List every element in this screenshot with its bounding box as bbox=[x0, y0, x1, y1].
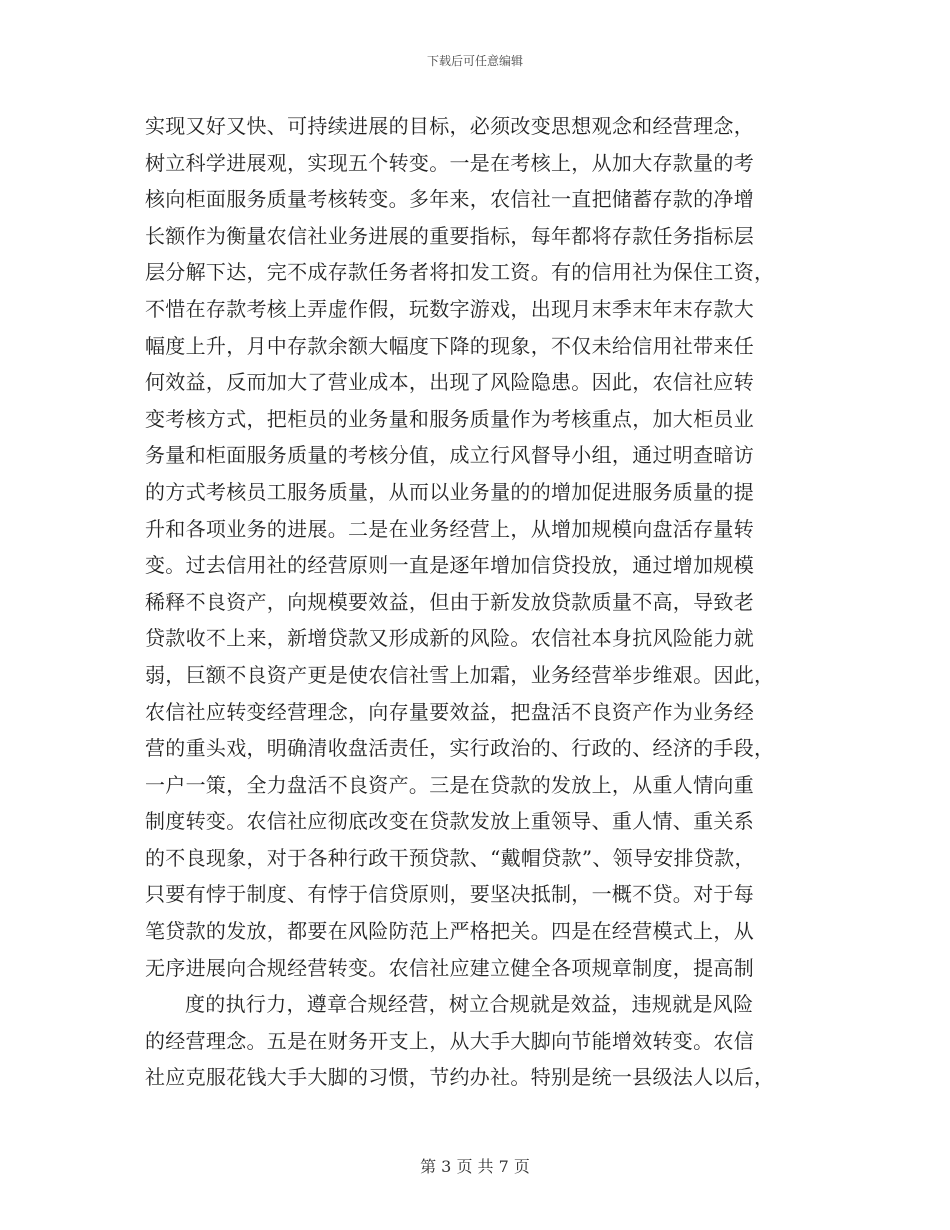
text-line: 变。过去信用社的经营原则一直是逐年增加信贷投放，通过增加规模 bbox=[145, 553, 754, 578]
text-line: 的不良现象，对于各种行政干预贷款、“戴帽贷款”、领导安排贷款， bbox=[145, 845, 755, 870]
text-line: 贷款收不上来，新增贷款又形成新的风险。农信社本身抗风险能力就 bbox=[145, 626, 754, 651]
text-line: 一户一策，全力盘活不良资产。三是在贷款的发放上，从重人情向重 bbox=[145, 772, 754, 797]
text-line: 变考核方式，把柜员的业务量和服务质量作为考核重点，加大柜员业 bbox=[145, 406, 754, 431]
text-line: 只要有悖于制度、有悖于信贷原则，要坚决抵制，一概不贷。对于每 bbox=[145, 882, 754, 907]
text-line: 升和各项业务的进展。二是在业务经营上，从增加规模向盘活存量转 bbox=[145, 516, 754, 541]
text-line: 长额作为衡量农信社业务进展的重要指标，每年都将存款任务指标层 bbox=[145, 223, 754, 248]
text-line: 营的重头戏，明确清收盘活责任，实行政治的、行政的、经济的手段， bbox=[145, 736, 775, 761]
text-line: 农信社应转变经营理念，向存量要效益，把盘活不良资产作为业务经 bbox=[145, 699, 754, 724]
text-line: 弱，巨额不良资产更是使农信社雪上加霜，业务经营举步维艰。因此， bbox=[145, 662, 775, 687]
text-line: 无序进展向合规经营转变。农信社应建立健全各项规章制度，提高制 bbox=[145, 955, 754, 980]
page-number-footer: 第 3 页 共 7 页 bbox=[420, 1157, 530, 1176]
text-line: 务量和柜面服务质量的考核分值，成立行风督导小组，通过明查暗访 bbox=[145, 443, 754, 468]
text-line: 的经营理念。五是在财务开支上，从大手大脚向节能增效转变。农信 bbox=[145, 1028, 754, 1053]
text-line: 核向柜面服务质量考核转变。多年来，农信社一直把储蓄存款的净增 bbox=[145, 187, 754, 212]
text-line: 社应克服花钱大手大脚的习惯，节约办社。特别是统一县级法人以后， bbox=[145, 1065, 775, 1090]
text-line: 不惜在存款考核上弄虚作假，玩数字游戏，出现月末季末年末存款大 bbox=[145, 296, 754, 321]
document-body bbox=[145, 108, 815, 1096]
text-line: 实现又好又快、可持续进展的目标，必须改变思想观念和经营理念， bbox=[145, 114, 754, 138]
text-line: 何效益，反而加大了营业成本，出现了风险隐患。因此，农信社应转 bbox=[145, 370, 754, 395]
text-line: 笔贷款的发放，都要在风险防范上严格把关。四是在经营模式上，从 bbox=[145, 919, 754, 944]
text-line: 树立科学进展观，实现五个转变。一是在考核上，从加大存款量的考 bbox=[145, 150, 754, 175]
text-line: 幅度上升，月中存款余额大幅度下降的现象，不仅未给信用社带来任 bbox=[145, 333, 754, 358]
text-line: 稀释不良资产，向规模要效益，但由于新发放贷款质量不高，导致老 bbox=[145, 589, 754, 614]
text-line: 的方式考核员工服务质量，从而以业务量的的增加促进服务质量的提 bbox=[145, 479, 754, 504]
text-line: 层分解下达，完不成存款任务者将扣发工资。有的信用社为保住工资， bbox=[145, 260, 775, 285]
text-line: 制度转变。农信社应彻底改变在贷款发放上重领导、重人情、重关系 bbox=[145, 809, 754, 834]
page-header-note: 下载后可任意编辑 bbox=[426, 54, 523, 68]
text-line-indented: 度的执行力，遵章合规经营，树立合规就是效益，违规就是风险 bbox=[185, 992, 754, 1017]
